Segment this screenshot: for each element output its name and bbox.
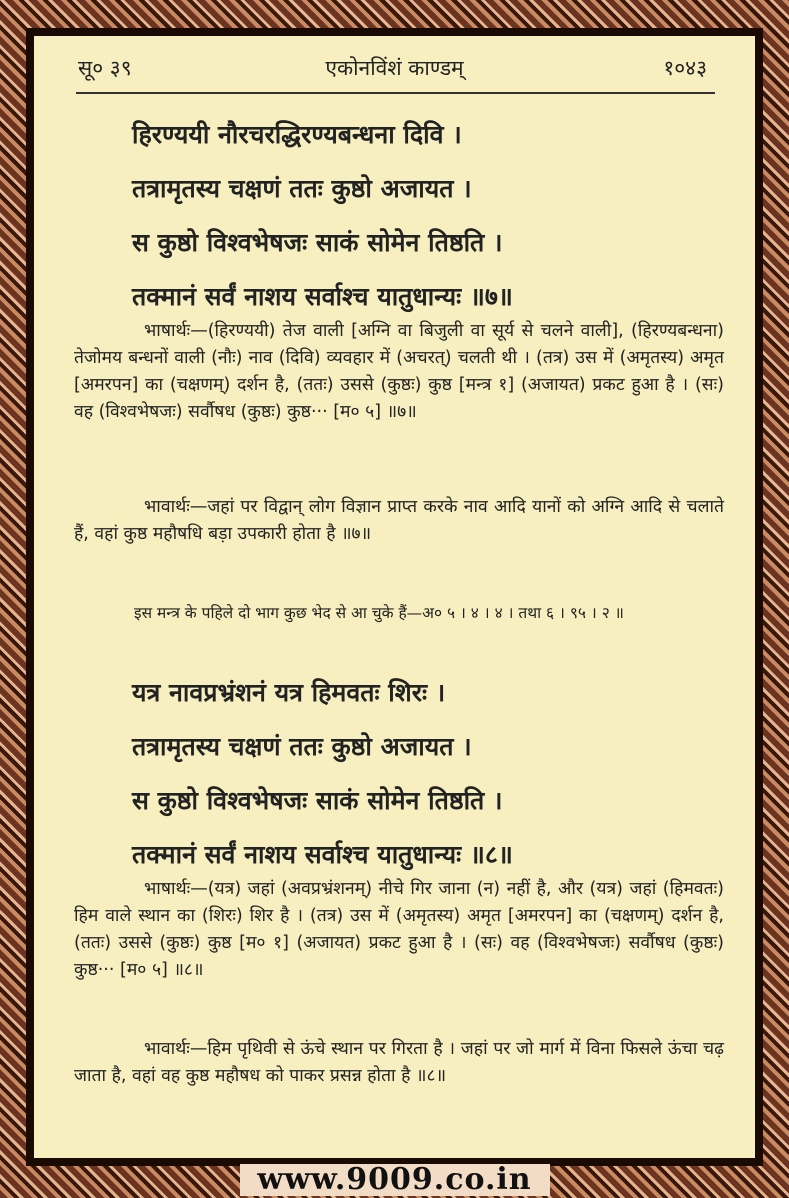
meaning-paragraph: भावार्थः—जहां पर विद्वान् लोग विज्ञान प्राप्त करके नाव आदि यानों को अग्नि आदि से चलाते हैं, वहां कुष्ठ महौषधि बड़ा उपकारी होता है ॥७॥ — [74, 497, 724, 544]
bhavarth-8 — [74, 1036, 724, 1090]
bhasharth-8 — [74, 876, 724, 984]
bhavarth-7 — [74, 494, 724, 548]
kanda-title: एकोनविंशं काण्डम् — [325, 56, 464, 80]
running-header — [34, 54, 755, 88]
translation-paragraph: भाषार्थः—(यत्र) जहां (अवप्रभ्रंशनम्) नीचे गिर जाना (न) नहीं है, और (यत्र) जहां (हिमवतः) हिम वाले स्थान का (शिरः) शिर है । (तत्र) उस में (अमृतस्य) अमृत [अमरपन] का (चक्षणम्) दर्शन है, (ततः) उससे (कुष्ठः) कुष्ठ [म० १] (अजायत) प्रकट हुआ है । (सः) वह (विश्वभेषजः) सर्वौषध (कुष्ठः) कुष्ठ··· [म० ५] ॥८॥ — [74, 879, 724, 980]
mantra-line: स कुष्ठो विश्वभेषजः साकं सोमेन तिष्ठति । — [132, 228, 503, 257]
mantra-line: हिरण्ययी नौरचरद्धिरण्यबन्धना दिवि । — [132, 120, 462, 149]
page-number: १०४३ — [663, 56, 707, 80]
mantra-line: यत्र नावप्रभ्रंशनं यत्र हिमवतः शिरः । — [132, 678, 446, 707]
translation-paragraph: भाषार्थः—(हिरण्ययी) तेज वाली [अग्नि वा बिजुली वा सूर्य से चलने वाली], (हिरण्यबन्धना) तेजोमय बन्धनों वाली (नौः) नाव (दिवि) व्यवहार में (अचरत्) चलती थी । (तत्र) उस में (अमृतस्य) अमृत [अमरपन] का (चक्षणम्) दर्शन है, (ततः) उससे (कुष्ठः) कुष्ठ [मन्त्र १] (अजायत) प्रकट हुआ है । (सः) वह (विश्वभेषजः) सर्वौषध (कुष्ठः) कुष्ठ··· [म० ५] ॥७॥ — [74, 321, 724, 422]
mantra-line: तत्रामृतस्य चक्षणं ततः कुष्ठो अजायत । — [132, 174, 472, 203]
bhasharth-7 — [74, 318, 724, 426]
mantra-8 — [132, 666, 732, 882]
header-rule — [76, 92, 715, 94]
mantra-line: स कुष्ठो विश्वभेषजः साकं सोमेन तिष्ठति । — [132, 786, 503, 815]
meaning-paragraph: भावार्थः—हिम पृथिवी से ऊंचे स्थान पर गिरता है । जहां पर जो मार्ग में विना फिसले ऊंचा चढ़ जाता है, वहां वह कुष्ठ महौषध को पाकर प्रसन्न होता है ॥८॥ — [74, 1039, 724, 1086]
site-watermark: www.9009.co.in — [257, 1162, 532, 1197]
footnote: इस मन्त्र के पहिले दो भाग कुछ भेद से आ चुके हैं—अ० ५ । ४ । ४ । तथा ६ । ९५ । २ ॥ — [134, 604, 624, 622]
mantra-line: तक्मानं सर्वं नाशय सर्वाश्च यातुधान्यः ॥८॥ — [132, 840, 513, 869]
sukta-number: सू० ३९ — [78, 56, 132, 80]
mantra-line: तत्रामृतस्य चक्षणं ततः कुष्ठो अजायत । — [132, 732, 472, 761]
mantra-line: तक्मानं सर्वं नाशय सर्वाश्च यातुधान्यः ॥७॥ — [132, 282, 513, 311]
book-page — [34, 36, 755, 1158]
mantra-7 — [132, 108, 732, 324]
